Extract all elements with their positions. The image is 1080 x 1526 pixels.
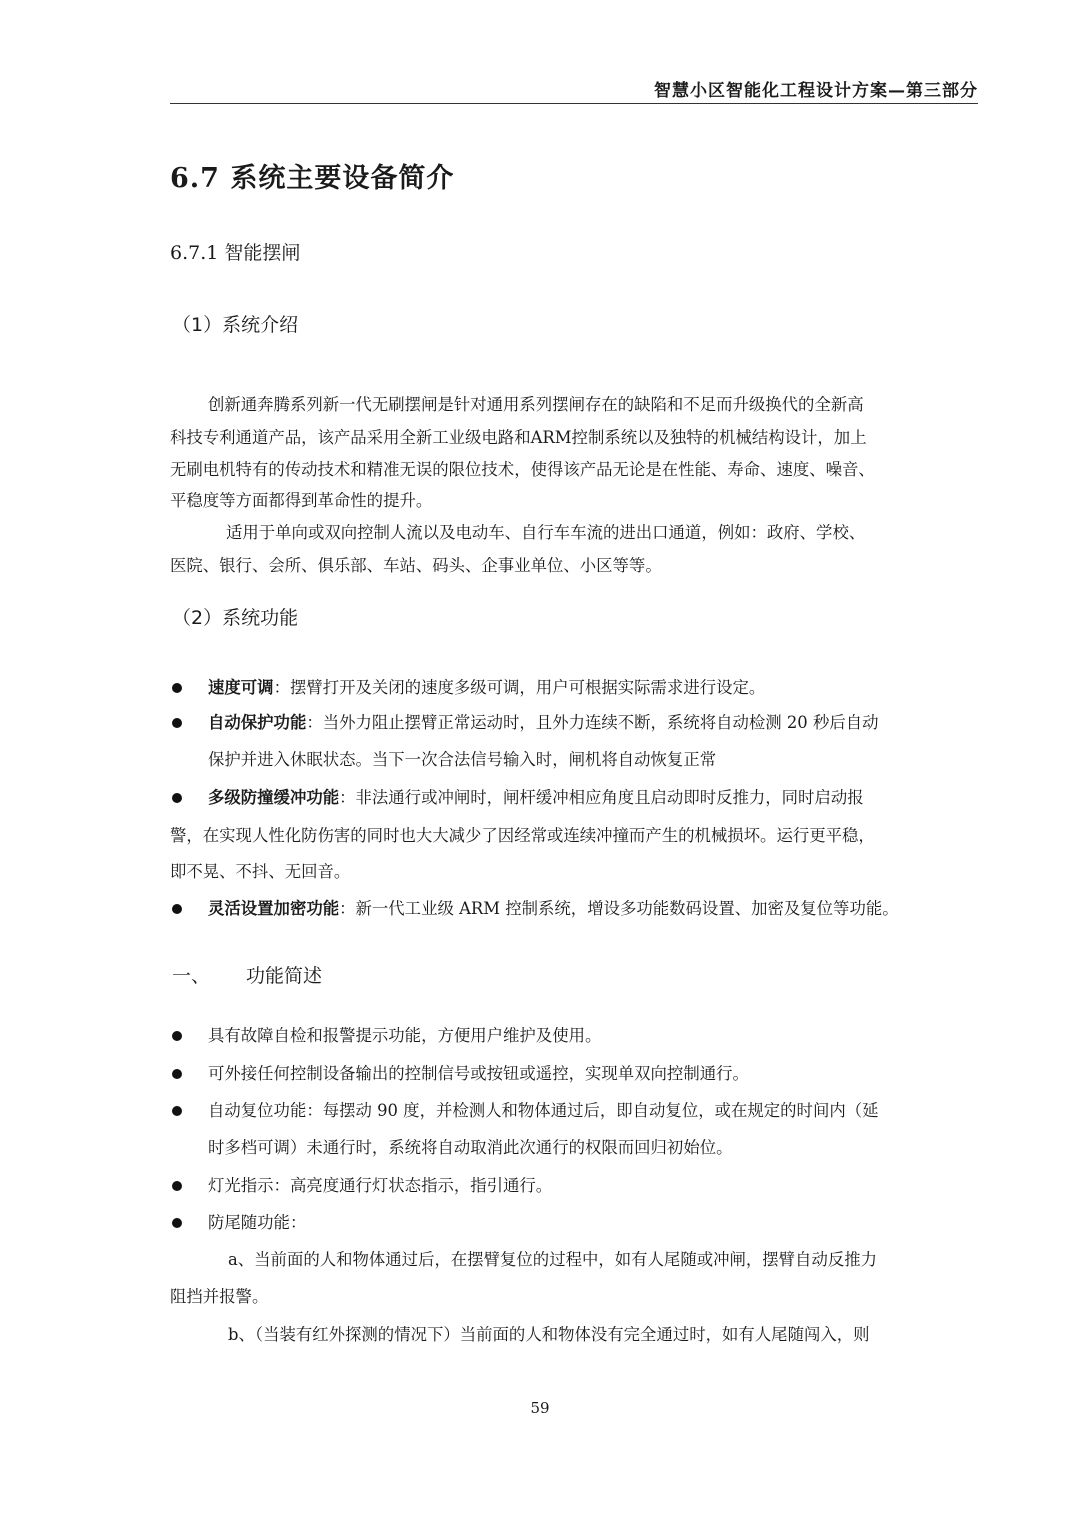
intro-paragraph-line: 无刷电机特有的传动技术和精准无误的限位技术，使得该产品无论是在性能、寿命、速度、噪音、 [170, 460, 875, 479]
overview-item: 自动复位功能：每摆动 90 度，并检测人和物体通过后，即自动复位，或在规定的时间内（延 [208, 1101, 879, 1120]
overview-item-line: 时多档可调）未通行时，系统将自动取消此次通行的权限而回归初始位。 [208, 1138, 733, 1157]
intro-paragraph-line: 平稳度等方面都得到革命性的提升。 [170, 491, 433, 510]
anti-tailgate-line: a、当前面的人和物体通过后，在摆臂复位的过程中，如有人尾随或冲闸，摆臂自动反推力 [228, 1250, 878, 1269]
function-text: ：非法通行或冲闸时，闸杆缓冲相应角度且启动即时反推力，同时启动报 [339, 788, 864, 807]
function-label: 多级防撞缓冲功能 [208, 788, 340, 807]
intro-paragraph-line: 适用于单向或双向控制人流以及电动车、自行车车流的进出口通道，例如：政府、学校、 [226, 523, 866, 542]
function-text: ：新一代工业级 ARM 控制系统，增设多功能数码设置、加密及复位等功能。 [339, 899, 899, 918]
bullet-icon [172, 1069, 182, 1079]
bullet-icon [172, 793, 182, 803]
anti-tailgate-line: 阻挡并报警。 [170, 1287, 269, 1306]
function-text-line: 即不晃、不抖、无回音。 [170, 862, 351, 881]
overview-item: 具有故障自检和报警提示功能，方便用户维护及使用。 [208, 1026, 602, 1045]
function-item [208, 787, 864, 809]
bullet-icon [172, 718, 182, 728]
bullet-icon [172, 1218, 182, 1228]
page-number: 59 [530, 1399, 550, 1417]
intro-paragraph-line: 医院、银行、会所、俱乐部、车站、码头、企事业单位、小区等等。 [170, 556, 662, 575]
function-text-line: 警，在实现人性化防伤害的同时也大大减少了因经常或连续冲撞而产生的机械损坏。运行更平稳， [170, 826, 875, 845]
overview-item: 防尾随功能： [208, 1213, 307, 1232]
bullet-icon [172, 1031, 182, 1041]
bullet-icon [172, 1106, 182, 1116]
anti-tailgate-line: b、（当装有红外探测的情况下）当前面的人和物体没有完全通过时，如有人尾随闯入，则 [228, 1325, 870, 1344]
function-text: ：摆臂打开及关闭的速度多级可调，用户可根据实际需求进行设定。 [273, 678, 766, 697]
overview-item: 可外接任何控制设备输出的控制信号或按钮或遥控，实现单双向控制通行。 [208, 1064, 749, 1083]
intro-paragraph-line: 创新通奔腾系列新一代无刷摆闸是针对通用系列摆闸存在的缺陷和不足而升级换代的全新高 [208, 395, 864, 414]
bullet-icon [172, 683, 182, 693]
header-divider [170, 103, 978, 104]
function-text: ：当外力阻止摆臂正常运动时，且外力连续不断，系统将自动检测 20 秒后自动 [306, 713, 879, 732]
function-item [208, 712, 879, 734]
overview-heading: 功能简述 [246, 965, 323, 987]
function-label: 速度可调 [208, 678, 274, 697]
bullet-icon [172, 904, 182, 914]
intro-heading: （1）系统介绍 [172, 314, 299, 336]
section-title: 6.7 系统主要设备简介 [170, 163, 455, 194]
intro-paragraph-line: 科技专利通道产品，该产品采用全新工业级电路和ARM控制系统以及独特的机械结构设计，加上 [170, 428, 867, 447]
overview-item: 灯光指示：高亮度通行灯状态指示，指引通行。 [208, 1176, 553, 1195]
function-item [208, 898, 899, 920]
bullet-icon [172, 1181, 182, 1191]
subsection-title: 6.7.1 智能摆闸 [170, 242, 301, 264]
function-label: 灵活设置加密功能 [208, 899, 340, 918]
function-label: 自动保护功能 [208, 713, 307, 732]
function-text-line: 保护并进入休眠状态。当下一次合法信号输入时，闸机将自动恢复正常 [208, 750, 717, 769]
running-header: 智慧小区智能化工程设计方案—第三部分 [654, 81, 978, 101]
overview-number: 一、 [172, 965, 211, 987]
function-item [208, 677, 765, 699]
functions-heading: （2）系统功能 [172, 607, 299, 629]
